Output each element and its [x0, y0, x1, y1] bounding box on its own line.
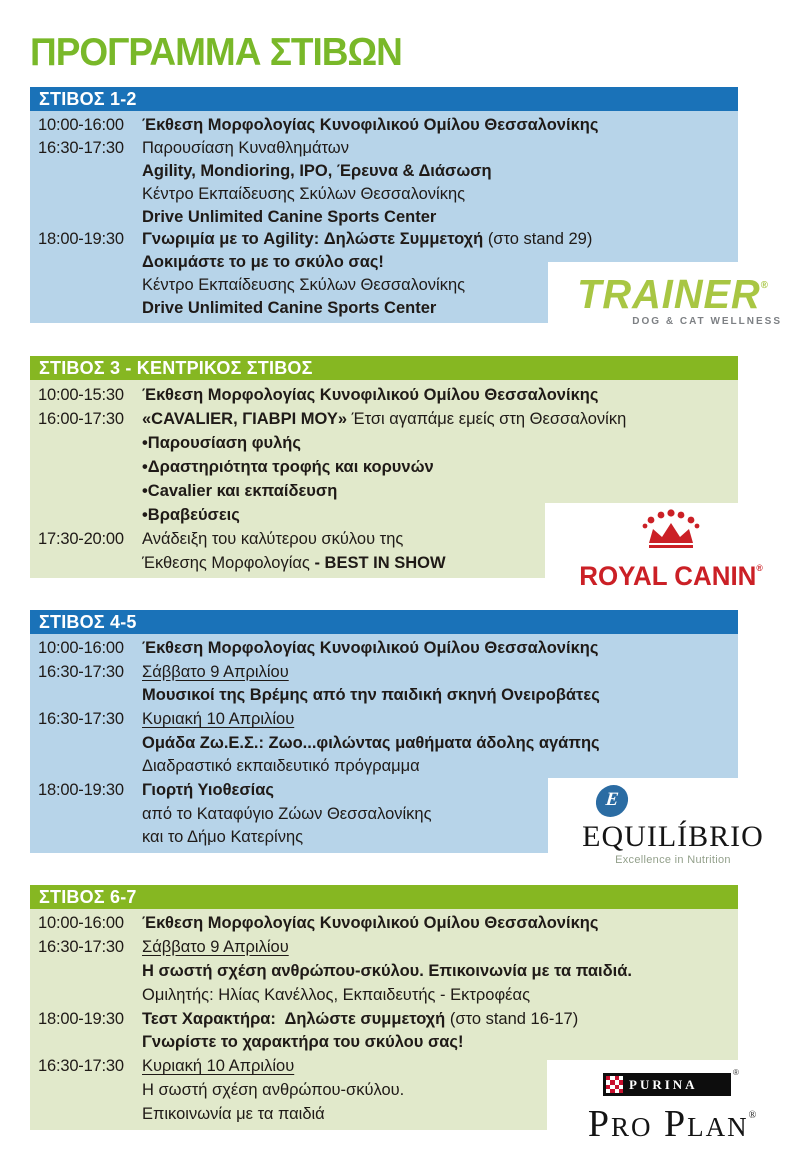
- time-cell: [38, 297, 142, 320]
- event-text-segment: Η σωστή σχέση ανθρώπου-σκύλου. Επικοινωνία με τα παιδιά.: [142, 961, 632, 980]
- schedule-row: [30, 684, 738, 708]
- event-text: [142, 960, 738, 984]
- time-cell: [38, 732, 142, 756]
- time-cell: 16:30-17:30: [38, 138, 124, 157]
- time-cell: 10:00-15:30: [38, 386, 124, 404]
- event-text-segment: Έκθεση Μορφολογίας Κυνοφιλικού Ομίλου Θεσσαλονίκης: [142, 386, 599, 404]
- event-text-segment: Σάββατο 9 Απριλίου: [142, 937, 289, 956]
- equilibrio-icon: E: [594, 785, 629, 817]
- schedule-row: [30, 708, 738, 732]
- royal-canin-logo: [545, 503, 797, 595]
- schedule-row: [30, 137, 738, 160]
- proplan-wordmark: [547, 1096, 797, 1144]
- proplan-text: Pro Plan: [587, 1103, 749, 1145]
- time-cell: [38, 984, 142, 1008]
- event-text: [142, 114, 738, 137]
- schedule-row: [30, 383, 738, 407]
- event-text-segment: (στο stand 29): [487, 230, 593, 249]
- time-cell: [38, 551, 142, 575]
- event-text-segment: Σάββατο 9 Απριλίου: [142, 662, 289, 681]
- event-text-segment: Η σωστή σχέση ανθρώπου-σκύλου.: [142, 1081, 405, 1100]
- schedule-row: [30, 228, 738, 251]
- schedule-row: [30, 1031, 738, 1055]
- event-text-segment: Ομιλητής: Ηλίας Κανέλλος, Εκπαιδευτής - Εκτροφέας: [142, 985, 531, 1004]
- time-cell: [38, 826, 142, 850]
- event-text-segment: Κέντρο Εκπαίδευσης Σκύλων Θεσσαλονίκης: [142, 276, 466, 295]
- royal-canin-crown-icon: [638, 507, 704, 549]
- event-text-segment: Drive Unlimited Canine Sports Center: [142, 207, 437, 226]
- time-cell: 10:00-16:00: [38, 914, 124, 932]
- schedule-row: [30, 936, 738, 960]
- equilibrio-wordmark: EQUILÍBRIO: [582, 820, 764, 853]
- purina-wordmark: PURINA: [629, 1076, 698, 1092]
- event-text-segment: «CAVALIER, ΓΙΑΒΡΙ ΜΟΥ»: [142, 410, 348, 428]
- event-text-segment: Παρουσίαση Κυναθλημάτων: [142, 138, 349, 157]
- section-header-stivos-3: ΣΤΙΒΟΣ 3 - ΚΕΝΤΡΙΚΟΣ ΣΤΙΒΟΣ: [30, 356, 738, 380]
- time-cell: [38, 455, 142, 479]
- schedule-row: [30, 984, 738, 1008]
- event-text: [142, 479, 738, 503]
- event-text-segment: Agility, Mondioring, IPO, Έρευνα & Διάσωση: [142, 161, 492, 180]
- schedule-row: [30, 206, 738, 229]
- purina-checkerboard-icon: [606, 1076, 623, 1093]
- time-cell: [38, 274, 142, 297]
- time-cell: [38, 1031, 142, 1055]
- page-title: ΠΡΟΓΡΑΜΜΑ ΣΤΙΒΩΝ: [30, 30, 402, 74]
- event-text-segment: Επικοινωνία με τα παιδιά: [142, 1105, 325, 1123]
- event-text: [142, 183, 738, 206]
- event-text-segment: Κυριακή 10 Απριλίου: [142, 1057, 295, 1076]
- event-text-segment: •Βραβεύσεις: [142, 506, 240, 524]
- equilibrio-logo: [548, 778, 798, 880]
- event-text: [142, 912, 738, 936]
- time-cell: [38, 503, 142, 527]
- time-cell: 18:00-19:30: [38, 230, 124, 249]
- trainer-logo-text: TRAINER: [577, 271, 761, 317]
- event-text: [142, 1008, 738, 1032]
- event-text: [142, 228, 738, 251]
- event-text-segment: Ομάδα Ζω.Ε.Σ.: Ζωο...φιλώντας μαθήματα άδολης αγάπης: [142, 733, 600, 752]
- time-cell: [38, 206, 142, 229]
- event-text-segment: Γνωρίστε το χαρακτήρα του σκύλου σας!: [142, 1033, 464, 1052]
- event-text-segment: Έκθεση Μορφολογίας Κυνοφιλικού Ομίλου Θεσσαλονίκης: [142, 639, 599, 657]
- event-text: [142, 137, 738, 160]
- event-text-segment: Τεστ Χαρακτήρα: Δηλώστε συμμετοχή: [142, 1009, 450, 1028]
- schedule-row: [30, 1008, 738, 1032]
- schedule-row: [30, 160, 738, 183]
- event-text: [142, 684, 738, 708]
- schedule-row: [30, 637, 738, 661]
- purina-proplan-logo: [547, 1060, 797, 1156]
- time-cell: 18:00-19:30: [38, 1009, 124, 1028]
- event-text: [142, 383, 738, 407]
- event-text-segment: Έκθεση Μορφολογίας Κυνοφιλικού Ομίλου Θεσσαλονίκης: [142, 914, 599, 932]
- time-cell: 18:00-19:30: [38, 780, 124, 799]
- event-text-segment: Κέντρο Εκπαίδευσης Σκύλων Θεσσαλονίκης: [142, 184, 466, 203]
- event-text: [142, 431, 738, 455]
- time-cell: [38, 431, 142, 455]
- event-text-segment: Γιορτή Υιοθεσίας: [142, 780, 274, 799]
- schedule-row: [30, 114, 738, 137]
- event-text-segment: (στο stand 16-17): [449, 1009, 579, 1028]
- schedule-row: [30, 912, 738, 936]
- time-cell: [38, 755, 142, 779]
- event-text-segment: - BEST IN SHOW: [314, 554, 446, 572]
- time-cell: [38, 160, 142, 183]
- event-text: [142, 732, 738, 756]
- event-text-segment: Έκθεσης Μορφολογίας: [142, 554, 315, 572]
- event-text-segment: από το Καταφύγιο Ζώων Θεσσαλονίκης: [142, 804, 432, 823]
- event-text-segment: Έκθεση Μορφολογίας Κυνοφιλικού Ομίλου Θεσσαλονίκης: [142, 116, 599, 134]
- event-text-segment: Έτσι αγαπάμε εμείς στη Θεσσαλονίκη: [347, 410, 627, 428]
- event-text-segment: Ανάδειξη του καλύτερου σκύλου της: [142, 530, 404, 548]
- section-header-stivos-1-2: ΣΤΙΒΟΣ 1-2: [30, 87, 738, 111]
- event-text: [142, 708, 738, 732]
- time-cell: [38, 479, 142, 503]
- event-text-segment: Drive Unlimited Canine Sports Center: [142, 299, 437, 317]
- trainer-logo: [548, 262, 798, 334]
- event-text: [142, 1031, 738, 1055]
- event-text-segment: Δοκιμάστε το με το σκύλο σας!: [142, 253, 384, 272]
- section-header-stivos-4-5: ΣΤΙΒΟΣ 4-5: [30, 610, 738, 634]
- trainer-logo-tagline: DOG & CAT WELLNESS: [632, 316, 782, 327]
- royal-canin-wordmark: [550, 554, 792, 590]
- purina-registered-mark: ®: [733, 1068, 739, 1077]
- time-cell: [38, 684, 142, 708]
- time-cell: 16:30-17:30: [38, 937, 124, 956]
- event-text: [142, 755, 738, 779]
- time-cell: [38, 183, 142, 206]
- schedule-row: [30, 732, 738, 756]
- time-cell: [38, 803, 142, 827]
- time-cell: [38, 251, 142, 274]
- event-text-segment: Διαδραστικό εκπαιδευτικό πρόγραμμα: [142, 757, 420, 776]
- event-text-segment: •Δραστηριότητα τροφής και κορυνών: [142, 458, 434, 476]
- time-cell: [38, 1079, 142, 1103]
- event-text-segment: Κυριακή 10 Απριλίου: [142, 709, 295, 728]
- schedule-row: [30, 960, 738, 984]
- trainer-registered-mark: ®: [760, 280, 769, 291]
- time-cell: 10:00-16:00: [38, 116, 124, 134]
- event-text: [142, 984, 738, 1008]
- time-cell: 10:00-16:00: [38, 639, 124, 657]
- time-cell: [38, 1103, 142, 1127]
- schedule-row: [30, 479, 738, 503]
- schedule-row: [30, 455, 738, 479]
- time-cell: 16:30-17:30: [38, 709, 124, 728]
- schedule-row: [30, 431, 738, 455]
- time-cell: 16:00-17:30: [38, 410, 124, 428]
- event-text: [142, 407, 738, 431]
- event-text: [142, 637, 738, 661]
- equilibrio-tagline: Excellence in Nutrition: [615, 854, 731, 866]
- event-text: [142, 936, 738, 960]
- event-text: [142, 661, 738, 685]
- royal-canin-text: ROYAL CANIN: [579, 561, 757, 591]
- event-text-segment: Μουσικοί της Βρέμης από την παιδική σκηνή Ονειροβάτες: [142, 686, 600, 705]
- schedule-row: [30, 755, 738, 779]
- event-text: [142, 160, 738, 183]
- section-header-stivos-6-7: ΣΤΙΒΟΣ 6-7: [30, 885, 738, 909]
- royal-canin-registered-mark: ®: [756, 563, 763, 573]
- trainer-logo-wordmark: [552, 264, 795, 316]
- schedule-row: [30, 183, 738, 206]
- event-text-segment: •Cavalier και εκπαίδευση: [142, 482, 338, 500]
- time-cell: [38, 960, 142, 984]
- event-text-segment: •Παρουσίαση φυλής: [142, 434, 301, 452]
- schedule-row: [30, 661, 738, 685]
- purina-bar: [603, 1073, 731, 1096]
- event-text: [142, 455, 738, 479]
- proplan-registered-mark: ®: [748, 1110, 757, 1121]
- time-cell: 17:30-20:00: [38, 530, 124, 548]
- time-cell: 16:30-17:30: [38, 1057, 124, 1076]
- event-text-segment: και το Δήμο Κατερίνης: [142, 828, 304, 847]
- event-text: [142, 206, 738, 229]
- time-cell: 16:30-17:30: [38, 662, 124, 681]
- event-text-segment: Γνωριμία με το Agility: Δηλώστε Συμμετοχή: [142, 230, 488, 249]
- schedule-row: [30, 407, 738, 431]
